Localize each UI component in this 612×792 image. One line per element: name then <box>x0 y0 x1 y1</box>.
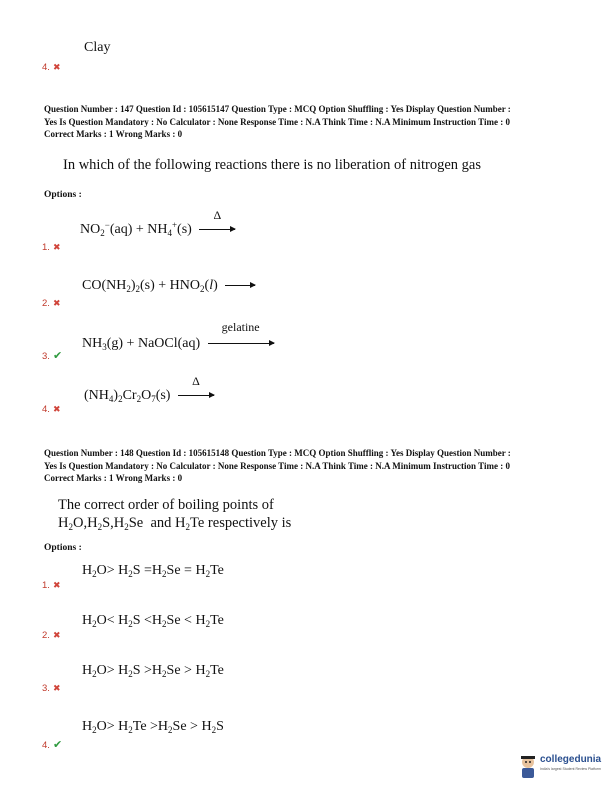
q148-meta-line3: Correct Marks : 1 Wrong Marks : 0 <box>44 473 183 483</box>
wrong-icon: ✖ <box>52 298 61 308</box>
q147-option-1-marker <box>42 242 60 253</box>
prev-option-4-number <box>42 62 60 73</box>
q147-meta-line2: Yes Is Question Mandatory : No Calculator : None Response Time : N.A Think Time : N.A Minimum Instruction Time : 0 <box>44 116 510 127</box>
option-number: 4. <box>42 62 50 73</box>
collegedunia-logo <box>518 752 608 784</box>
wrong-icon: ✖ <box>52 404 61 414</box>
q148-stem-line1: The correct order of boiling points of <box>58 497 274 513</box>
q147-meta <box>44 103 584 141</box>
option-number: 2. <box>42 630 50 641</box>
reaction-arrow <box>208 320 274 352</box>
arrow-label: gelatine <box>221 320 260 334</box>
q147-stem: In which of the following reactions there is no liberation of nitrogen gas <box>63 157 481 173</box>
arrow-label: Δ <box>192 374 200 388</box>
q148-stem <box>58 496 291 532</box>
q147-option-3-marker <box>42 349 62 362</box>
wrong-icon: ✖ <box>52 242 61 252</box>
q148-option-3-expression: $H_2O> H_2S >H_2Se > H_2Te$ <box>82 663 224 679</box>
q148-option-3-marker <box>42 683 60 694</box>
prev-option-4-text: Clay <box>84 40 111 55</box>
q148-meta-line2: Yes Is Question Mandatory : No Calculator : None Response Time : N.A Think Time : N.A Minimum Instruction Time : 0 <box>44 460 510 471</box>
wrong-icon: ✖ <box>52 630 61 640</box>
q148-options-label: Options : <box>44 543 82 553</box>
q148-option-1-expression: $H_2O> H_2S =H_2Se = H_2Te$ <box>82 563 224 579</box>
q147-option-4-equation: $(NH_4)_2Cr_2O_7(s)$ Δ <box>84 388 214 404</box>
option-number: 4. <box>42 740 50 751</box>
wrong-icon: ✖ <box>52 683 61 693</box>
reaction-arrow <box>225 278 255 294</box>
q148-option-1-marker <box>42 580 60 591</box>
option-number: 4. <box>42 404 50 415</box>
logo-tagline: India's largest Student Review Platform <box>540 767 601 771</box>
wrong-icon: ✖ <box>52 62 61 72</box>
check-icon: ✔ <box>52 350 63 362</box>
q147-option-2-marker <box>42 298 60 309</box>
q147-option-4-marker <box>42 404 60 415</box>
q148-option-4-expression: $H_2O> H_2Te >H_2Se > H_2S$ <box>82 719 224 735</box>
q148-meta-line1: Question Number : 148 Question Id : 105615148 Question Type : MCQ Option Shuffling : Yes Display Question Number : <box>44 448 511 458</box>
q147-option-1-equation: $NO_2^-(aq) + NH_4^+(s)$ Δ <box>80 222 235 238</box>
q148-option-2-expression: $H_2O< H_2S <H_2Se < H_2Te$ <box>82 613 224 629</box>
option-number: 1. <box>42 242 50 253</box>
q148-option-4-marker <box>42 738 62 751</box>
logo-name: collegedunia <box>540 754 602 765</box>
option-number: 3. <box>42 683 50 694</box>
reaction-arrow <box>199 208 235 238</box>
check-icon: ✔ <box>52 739 63 751</box>
q148-option-2-marker <box>42 630 60 641</box>
q148-meta <box>44 447 584 485</box>
q147-option-2-equation: $CO(NH_2)_2(s) + HNO_2(l)$ <box>82 278 255 294</box>
arrow-label: Δ <box>213 208 222 222</box>
q147-meta-line1: Question Number : 147 Question Id : 105615147 Question Type : MCQ Option Shuffling : Yes Display Question Number : <box>44 104 511 114</box>
q147-options-label: Options : <box>44 190 82 200</box>
q147-option-3-equation: $NH_3(g)$ + NaOCl(aq) gelatine <box>82 336 274 352</box>
q147-meta-line3: Correct Marks : 1 Wrong Marks : 0 <box>44 129 183 139</box>
q148-stem-line2: $H_2O,H_2S,H_2Se$ and $H_2Te$ respectively is <box>58 515 292 532</box>
option-number: 1. <box>42 580 50 591</box>
wrong-icon: ✖ <box>52 580 61 590</box>
mascot-icon <box>518 754 538 780</box>
option-number: 2. <box>42 298 50 309</box>
reaction-arrow <box>178 374 214 404</box>
option-number: 3. <box>42 351 50 362</box>
